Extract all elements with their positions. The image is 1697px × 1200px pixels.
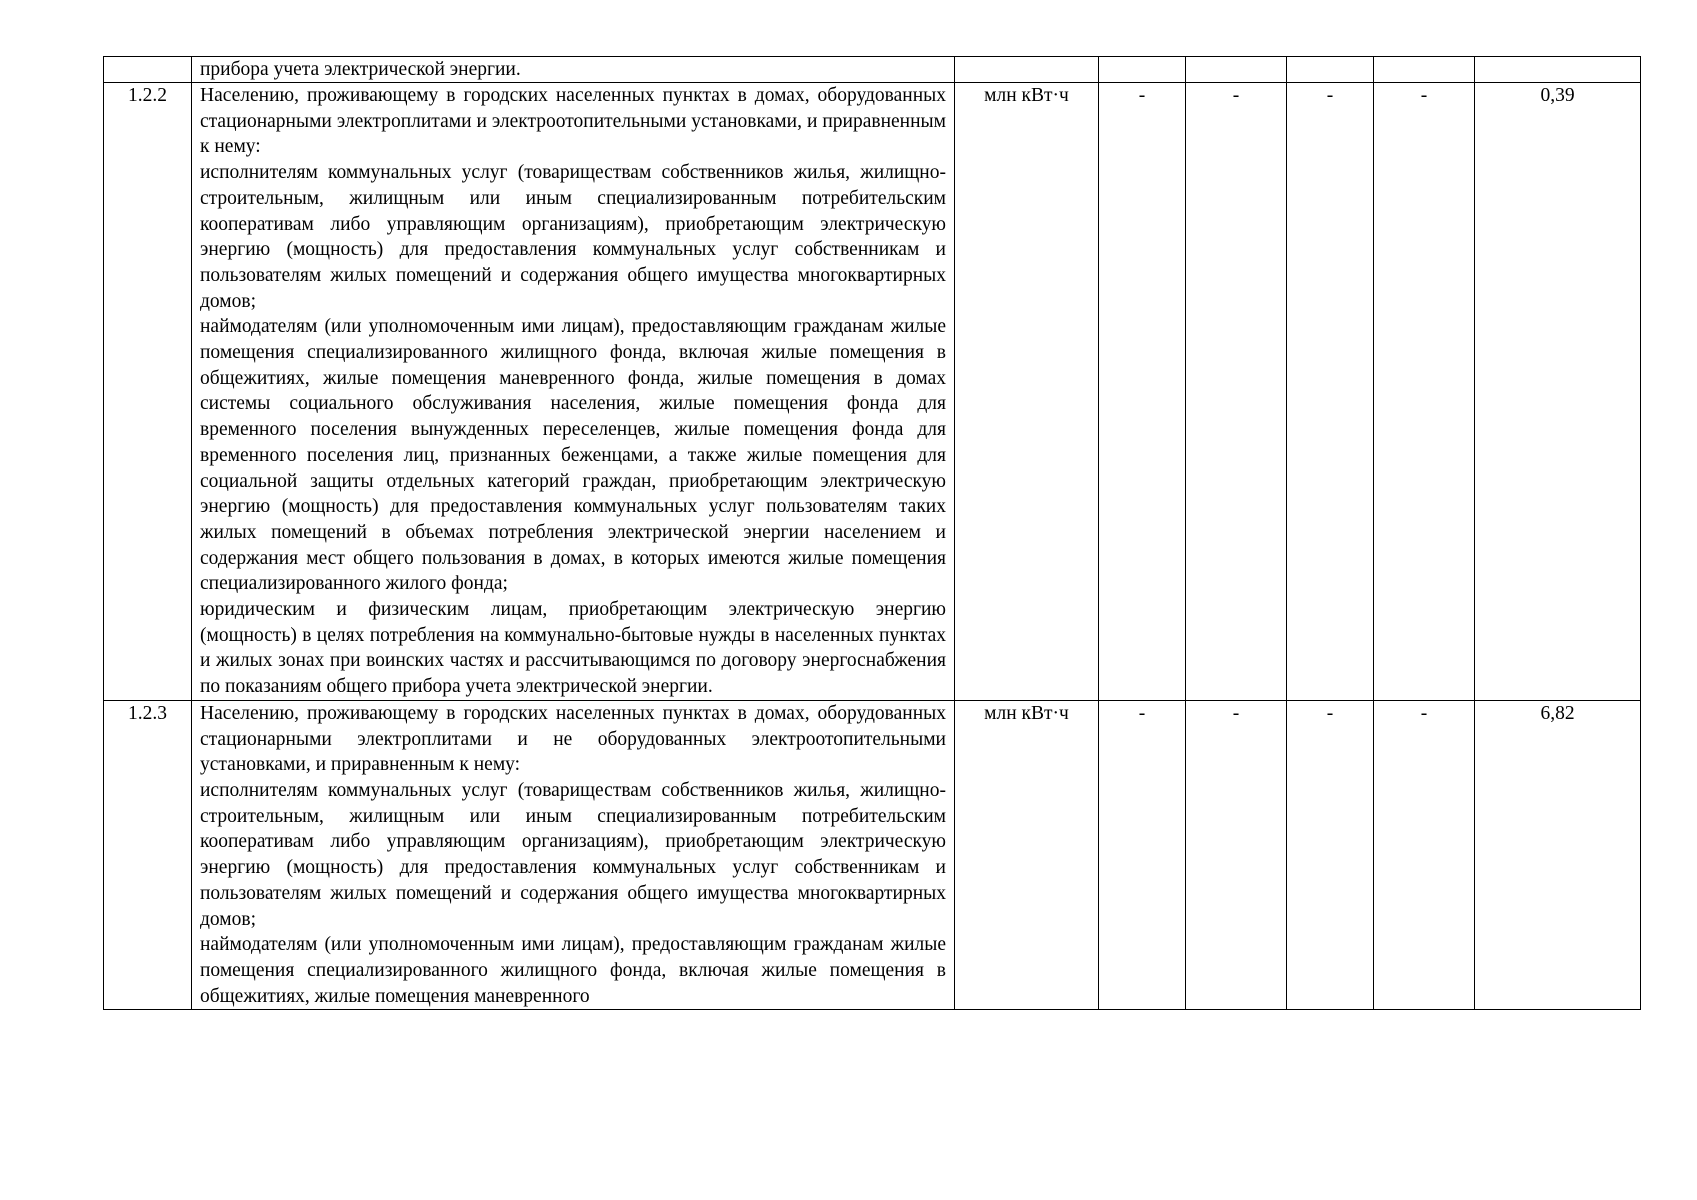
row-number [104, 57, 192, 83]
row-number: 1.2.2 [104, 83, 192, 701]
row-unit: млн кВт·ч [955, 700, 1099, 1009]
row-value-2 [1186, 57, 1287, 83]
description-paragraph: наймодателям (или уполномоченным ими лицам), предоставляющим гражданам жилые помещения специализированного жилищного фонда, включая жилые помещения в общежитиях, жилые помещения маневренного [200, 934, 946, 1007]
row-description [192, 83, 955, 701]
row-value-3: - [1287, 700, 1374, 1009]
table-row [104, 83, 1641, 701]
row-description [192, 57, 955, 83]
description-paragraph: наймодателям (или уполномоченным ими лицам), предоставляющим гражданам жилые помещения специализированного жилищного фонда, включая жилые помещения в общежитиях, жилые помещения маневренного фонда, жилые помещения в домах системы социального обслуживания населения, жилые помещения фонда для временного поселения вынужденных переселенцев, жилые помещения фонда для временного поселения лиц, признанных беженцами, а также жилые помещения для социальной защиты отдельных категорий граждан, приобретающим электрическую энергию (мощность) для предоставления коммунальных услуг пользователям таких жилых помещений в объемах потребления электрической энергии населением и содержания мест общего пользования в домах, в которых имеются жилые помещения специализированного жилого фонда; [200, 316, 946, 595]
row-total: 6,82 [1475, 700, 1641, 1009]
row-value-1: - [1099, 700, 1186, 1009]
row-number: 1.2.3 [104, 700, 192, 1009]
table-row [104, 700, 1641, 1009]
description-paragraph: исполнителям коммунальных услуг (товариществам собственников жилья, жилищно-строительным, жилищным или иным специализированным потребительским кооперативам либо управляющим организациям), приобретающим электрическую энергию (мощность) для предоставления коммунальных услуг собственникам и пользователям жилых помещений и содержания общего имущества многоквартирных домов; [200, 779, 946, 930]
row-value-1: - [1099, 83, 1186, 701]
row-description [192, 700, 955, 1009]
description-paragraph: юридическим и физическим лицам, приобретающим электрическую энергию (мощность) в целях потребления на коммунально-бытовые нужды в населенных пунктах и жилых зонах при воинских частях и рассчитывающимся по договору энергоснабжения по показаниям общего прибора учета электрической энергии. [200, 599, 946, 698]
row-value-2: - [1186, 700, 1287, 1009]
row-value-4: - [1374, 83, 1475, 701]
row-total [1475, 57, 1641, 83]
row-unit: млн кВт·ч [955, 83, 1099, 701]
row-total: 0,39 [1475, 83, 1641, 701]
description-paragraph: Населению, проживающему в городских населенных пунктах в домах, оборудованных стационарными электроплитами и электроотопительными установками, и приравненным к нему: [200, 85, 946, 158]
tariff-table [103, 56, 1641, 1010]
description-paragraph: Населению, проживающему в городских населенных пунктах в домах, оборудованных стационарными электроплитами и не оборудованных электроотопительными установками, и приравненным к нему: [200, 702, 946, 776]
row-value-3: - [1287, 83, 1374, 701]
row-value-3 [1287, 57, 1374, 83]
row-value-2: - [1186, 83, 1287, 701]
table-row [104, 57, 1641, 83]
row-value-4: - [1374, 700, 1475, 1009]
description-paragraph: прибора учета электрической энергии. [200, 59, 521, 80]
row-unit [955, 57, 1099, 83]
description-paragraph: исполнителям коммунальных услуг (товариществам собственников жилья, жилищно-строительным, жилищным или иным специализированным потребительским кооперативам либо управляющим организациям), приобретающим электрическую энергию (мощность) для предоставления коммунальных услуг собственникам и пользователям жилых помещений и содержания общего имущества многоквартирных домов; [200, 162, 946, 312]
row-value-4 [1374, 57, 1475, 83]
row-value-1 [1099, 57, 1186, 83]
